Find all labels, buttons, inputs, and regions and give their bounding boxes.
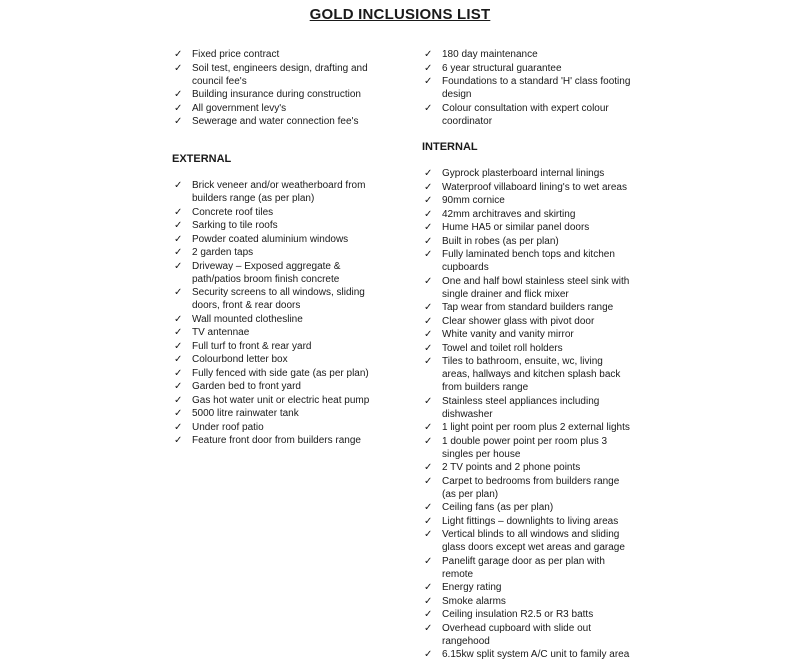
checkmark-icon: ✓ [424, 329, 433, 340]
list-item-text: Ceiling fans (as per plan) [442, 502, 554, 513]
list-item [172, 233, 390, 246]
checkmark-icon: ✓ [174, 287, 183, 298]
list-item [172, 62, 390, 88]
list-item-text: 5000 litre rainwater tank [192, 408, 299, 419]
internal-heading: INTERNAL [422, 141, 478, 153]
list-item-text: Sarking to tile roofs [192, 220, 278, 231]
checkmark-icon: ✓ [424, 609, 433, 620]
list-item-text: 90mm cornice [442, 195, 505, 206]
list-item [422, 435, 632, 461]
list-item [422, 75, 632, 101]
list-item-text: Sewerage and water connection fee's [192, 116, 359, 127]
checkmark-icon: ✓ [174, 220, 183, 231]
checkmark-icon: ✓ [424, 395, 433, 407]
list-item-text: Brick veneer and/or weatherboard from builders range (as per plan) [192, 180, 366, 204]
list-item [422, 275, 632, 301]
checkmark-icon: ✓ [424, 462, 433, 473]
list-item [172, 179, 390, 205]
checkmark-icon: ✓ [174, 381, 183, 392]
checkmark-icon: ✓ [424, 582, 433, 593]
checkmark-icon: ✓ [424, 356, 433, 367]
general-left-list [172, 48, 390, 128]
list-item-text: 2 garden taps [192, 247, 254, 258]
list-item-text: Built in robes (as per plan) [442, 235, 559, 247]
list-item [172, 286, 390, 312]
list-item [422, 62, 632, 75]
external-heading: EXTERNAL [172, 153, 232, 165]
list-item [172, 102, 390, 115]
checkmark-icon: ✓ [424, 49, 433, 60]
checkmark-icon: ✓ [424, 422, 433, 433]
checkmark-icon: ✓ [174, 62, 183, 74]
list-item-text: Full turf to front & rear yard [192, 340, 312, 352]
list-item [422, 528, 632, 554]
list-item [172, 48, 390, 61]
checkmark-icon: ✓ [424, 502, 433, 513]
list-item-text: Towel and toilet roll holders [442, 342, 563, 354]
list-item-text: Foundations to a standard 'H' class footing design [442, 76, 631, 100]
list-item [422, 555, 632, 581]
checkmark-icon: ✓ [424, 529, 433, 540]
list-item [172, 340, 390, 353]
list-item [172, 421, 390, 434]
list-item [172, 380, 390, 393]
checkmark-icon: ✓ [424, 595, 433, 607]
list-item-text: 180 day maintenance [442, 49, 538, 60]
list-item [422, 194, 632, 207]
checkmark-icon: ✓ [424, 622, 433, 634]
list-item-text: Garden bed to front yard [192, 381, 301, 392]
checkmark-icon: ✓ [424, 435, 433, 447]
external-list [172, 179, 390, 447]
checkmark-icon: ✓ [424, 275, 433, 287]
list-item-text: Colourbond letter box [192, 354, 288, 365]
checkmark-icon: ✓ [174, 421, 183, 433]
checkmark-icon: ✓ [424, 181, 433, 193]
list-item [422, 515, 632, 528]
list-item [422, 342, 632, 355]
list-item [422, 475, 632, 501]
list-item [422, 221, 632, 234]
checkmark-icon: ✓ [424, 76, 433, 87]
list-item-text: Smoke alarms [442, 595, 506, 607]
list-item [172, 353, 390, 366]
internal-section [422, 141, 632, 662]
list-item [172, 206, 390, 219]
list-item [172, 219, 390, 232]
list-item-text: Fully laminated bench tops and kitchen cupboards [442, 249, 615, 273]
list-item-text: 2 TV points and 2 phone points [442, 462, 581, 473]
checkmark-icon: ✓ [174, 367, 183, 379]
checkmark-icon: ✓ [424, 102, 433, 114]
list-item [422, 501, 632, 514]
list-item [422, 328, 632, 341]
list-item [172, 260, 390, 286]
list-item [172, 394, 390, 407]
list-item [422, 102, 632, 128]
list-item-text: Overhead cupboard with slide out rangehood [442, 622, 591, 647]
list-item [422, 461, 632, 474]
list-item [172, 313, 390, 326]
checkmark-icon: ✓ [424, 62, 433, 74]
checkmark-icon: ✓ [174, 206, 183, 218]
checkmark-icon: ✓ [174, 49, 183, 60]
list-item-text: Panelift garage door as per plan with remote [442, 555, 605, 580]
list-item-text: Clear shower glass with pivot door [442, 315, 595, 327]
checkmark-icon: ✓ [174, 180, 183, 191]
checkmark-icon: ✓ [424, 208, 433, 220]
list-item [422, 181, 632, 194]
checkmark-icon: ✓ [424, 649, 433, 660]
list-item-text: Light fittings – downlights to living areas [442, 515, 619, 527]
checkmark-icon: ✓ [424, 249, 433, 260]
checkmark-icon: ✓ [424, 222, 433, 233]
list-item-text: Under roof patio [192, 421, 264, 433]
list-item [422, 48, 632, 61]
checkmark-icon: ✓ [174, 102, 183, 114]
external-section [172, 153, 390, 448]
list-item-text: Gas hot water unit or electric heat pump [192, 394, 370, 406]
checkmark-icon: ✓ [424, 168, 433, 179]
list-item-text: Soil test, engineers design, drafting and council fee's [192, 62, 368, 87]
checkmark-icon: ✓ [424, 555, 433, 567]
checkmark-icon: ✓ [174, 354, 183, 365]
list-item-text: Concrete roof tiles [192, 206, 274, 218]
list-item-text: 1 double power point per room plus 3 singles per house [442, 435, 608, 460]
checkmark-icon: ✓ [424, 342, 433, 354]
list-item [422, 208, 632, 221]
page-title: GOLD INCLUSIONS LIST [309, 6, 491, 23]
list-item-text: Fixed price contract [192, 49, 280, 60]
checkmark-icon: ✓ [174, 313, 183, 325]
checkmark-icon: ✓ [174, 327, 183, 338]
list-item [172, 246, 390, 259]
list-item [172, 367, 390, 380]
list-item [422, 421, 632, 434]
general-left-column [172, 48, 390, 129]
list-item-text: Wall mounted clothesline [192, 313, 303, 325]
checkmark-icon: ✓ [424, 302, 433, 313]
list-item [172, 115, 390, 128]
general-right-column [422, 48, 632, 128]
list-item-text: Feature front door from builders range [192, 435, 361, 446]
list-item-text: Tap wear from standard builders range [442, 302, 614, 313]
list-item-text: TV antennae [192, 327, 250, 338]
list-item-text: Carpet to bedrooms from builders range (as per plan) [442, 475, 620, 500]
list-item-text: Waterproof villaboard lining's to wet areas [442, 181, 627, 193]
list-item-text: One and half bowl stainless steel sink with single drainer and flick mixer [442, 275, 630, 300]
list-item-text: Ceiling insulation R2.5 or R3 batts [442, 609, 594, 620]
list-item-text: All government levy's [192, 102, 287, 114]
list-item [422, 235, 632, 248]
list-item [422, 248, 632, 274]
list-item-text: Colour consultation with expert colour coordinator [442, 102, 609, 127]
checkmark-icon: ✓ [174, 260, 183, 272]
list-item-text: White vanity and vanity mirror [442, 329, 574, 340]
checkmark-icon: ✓ [424, 235, 433, 247]
list-item-text: Gyprock plasterboard internal linings [442, 168, 605, 179]
general-right-list [422, 48, 632, 128]
list-item-text: Stainless steel appliances including dishwasher [442, 395, 600, 420]
list-item-text: 6 year structural guarantee [442, 62, 562, 74]
list-item [172, 88, 390, 101]
list-item [422, 395, 632, 421]
checkmark-icon: ✓ [424, 515, 433, 527]
list-item [422, 315, 632, 328]
checkmark-icon: ✓ [424, 195, 433, 206]
list-item [422, 622, 632, 648]
checkmark-icon: ✓ [174, 435, 183, 446]
list-item [422, 581, 632, 594]
list-item [172, 326, 390, 339]
list-item-text: 6.15kw split system A/C unit to family area [442, 649, 630, 660]
list-item-text: Tiles to bathroom, ensuite, wc, living areas, hallways and kitchen splash back from builders range [442, 356, 621, 393]
list-item-text: Vertical blinds to all windows and sliding glass doors except wet areas and garage [442, 529, 625, 553]
checkmark-icon: ✓ [174, 408, 183, 419]
checkmark-icon: ✓ [174, 247, 183, 258]
checkmark-icon: ✓ [174, 233, 183, 245]
list-item [422, 608, 632, 621]
list-item-text: 1 light point per room plus 2 external lights [442, 422, 630, 433]
checkmark-icon: ✓ [174, 340, 183, 352]
list-item [422, 301, 632, 314]
list-item-text: Hume HA5 or similar panel doors [442, 222, 590, 233]
list-item [172, 434, 390, 447]
list-item [422, 167, 632, 180]
list-item-text: Energy rating [442, 582, 502, 593]
list-item [422, 595, 632, 608]
list-item [422, 648, 632, 661]
checkmark-icon: ✓ [424, 315, 433, 327]
list-item [172, 407, 390, 420]
list-item-text: Driveway – Exposed aggregate & path/patios broom finish concrete [192, 260, 341, 285]
list-item-text: Building insurance during construction [192, 89, 361, 100]
list-item [422, 355, 632, 394]
list-item-text: Security screens to all windows, sliding doors, front & rear doors [192, 287, 365, 311]
checkmark-icon: ✓ [424, 475, 433, 487]
checkmark-icon: ✓ [174, 89, 183, 100]
list-item-text: Fully fenced with side gate (as per plan) [192, 367, 369, 379]
list-item-text: 42mm architraves and skirting [442, 208, 576, 220]
list-item-text: Powder coated aluminium windows [192, 233, 349, 245]
checkmark-icon: ✓ [174, 116, 183, 127]
checkmark-icon: ✓ [174, 394, 183, 406]
internal-list [422, 167, 632, 661]
